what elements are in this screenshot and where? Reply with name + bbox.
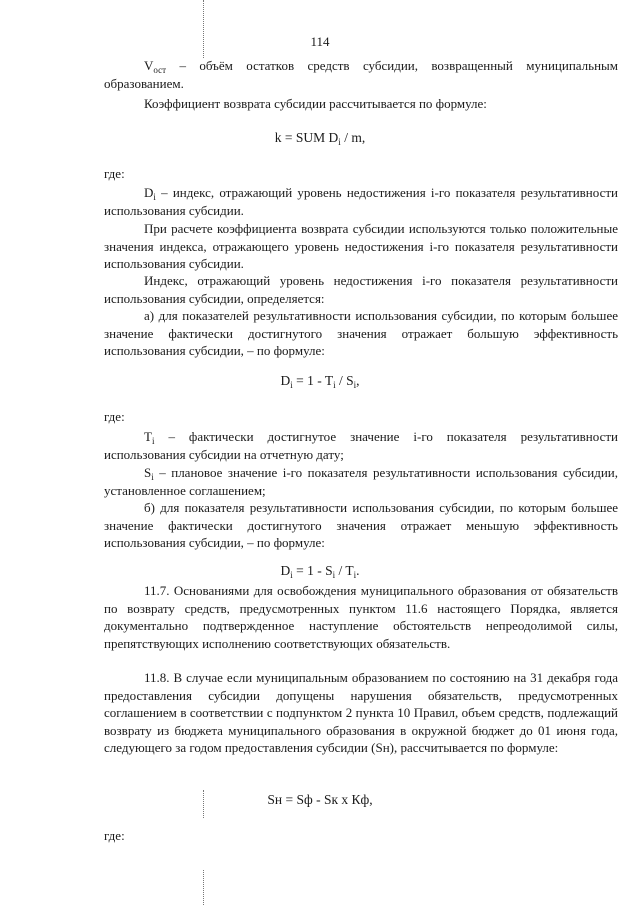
paragraph-positive-values: При расчете коэффициента возврата субсидии используются только положительные значения индекса, отражающего уровень недостижения i-го показателя результативности использования субсидии.	[104, 221, 618, 271]
paragraph-case-a: а) для показателей результативности использования субсидии, по которым большее значение фактически достигнутого значения отражает большую эффективность использования субсидии, – по формуле:	[104, 308, 618, 358]
formula-di-b: $D_i = 1 - S_i / T_i$.	[280, 563, 360, 580]
paragraph-11-7: 11.7. Основаниями для освобождения муниципального образования от обязательств по возврату средств, предусмотренных пунктом 11.6 настоящего Порядка, является документально подтвержденное наступление обстоятельств непреодолимой силы, препятствующих исполнению соответствующих обязательств.	[104, 583, 618, 651]
paragraph-si-definition: $S_i$ – плановое значение i-го показателя результативности использования субсидии, установленное соглашением;	[104, 465, 618, 498]
paragraph-11-8: 11.8. В случае если муниципальным образованием по состоянию на 31 декабря года предоставления субсидии допущены нарушения обязательств, предусмотренных соглашением в соответствии с подпунктом 2 пункта 10 Правил, объем средств, подлежащий возврату из бюджета муниципального образования в окружной бюджет до 01 июня года, следующего за годом предоставления субсидии (Sн), рассчитывается по формуле:	[104, 670, 618, 755]
where-label-2: где:	[104, 409, 125, 424]
where-label-3: где:	[104, 828, 125, 843]
formula-di-a: $D_i = 1 - T_i / S_i$,	[280, 373, 360, 390]
page-number: 114	[310, 34, 330, 49]
paragraph-coefficient-intro: Коэффициент возврата субсидии рассчитывается по формуле:	[144, 96, 487, 111]
paragraph-ti-definition: $T_i$ – фактически достигнутое значение i-го показателя результативности использования субсидии на отчетную дату;	[104, 429, 618, 462]
paragraph-case-b: б) для показателя результативности использования субсидии, по которым большее значение фактически достигнутого значения отражает меньшую эффективность использования субсидии, – по формуле:	[104, 500, 618, 550]
scan-margin-line	[203, 870, 204, 905]
formula-k: k = SUM $D_i$ / m,	[274, 130, 366, 147]
formula-sn: Sн = Sф - Sк x Кф,	[267, 792, 373, 807]
where-label-1: где:	[104, 166, 125, 181]
paragraph-v-ost: $V_{ост}$ – объём остатков средств субсидии, возвращенный муниципальным образованием.	[104, 58, 618, 91]
paragraph-index-determined: Индекс, отражающий уровень недостижения i-го показателя результативности использования субсидии, определяется:	[104, 273, 618, 306]
paragraph-di-definition: $D_i$ – индекс, отражающий уровень недостижения i-го показателя результативности использования субсидии.	[104, 185, 618, 218]
